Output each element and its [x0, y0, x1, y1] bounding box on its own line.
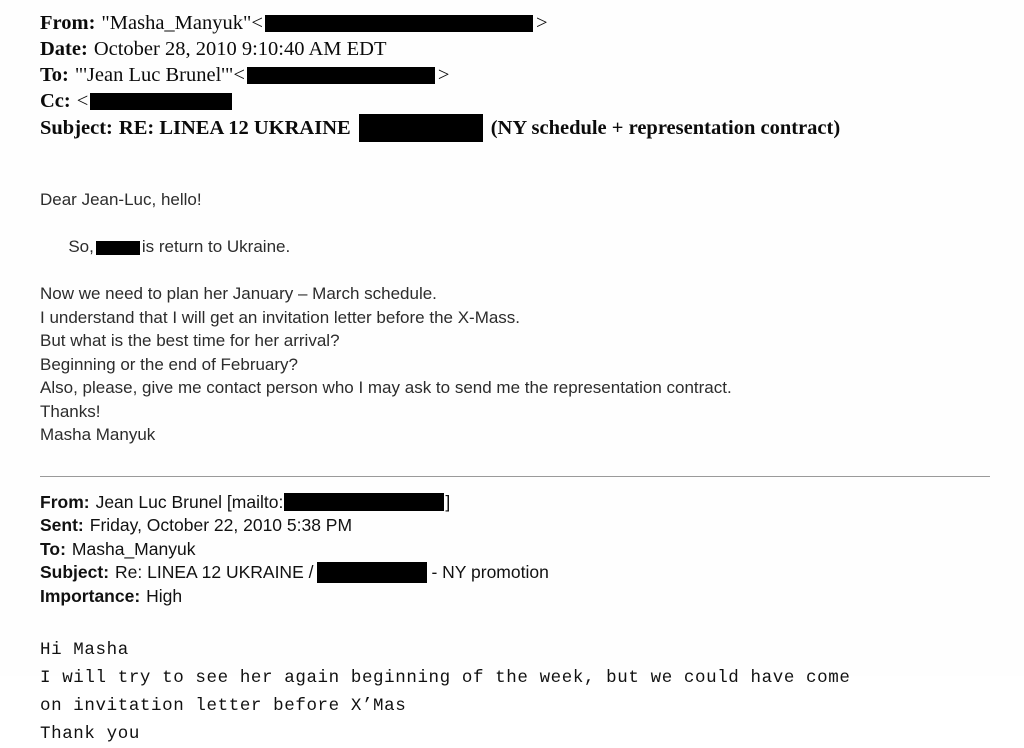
quoted-from-bracket-close: ]: [445, 491, 451, 512]
body-signature: Masha Manyuk: [40, 425, 156, 444]
angle-open-cc: <: [76, 90, 89, 112]
body-line2-suffix: is return to Ukraine.: [141, 237, 291, 256]
quoted-subject-part1: Re: LINEA 12 UKRAINE /: [115, 562, 314, 582]
quoted-email-header: [40, 491, 990, 609]
quoted-to-label: To:: [40, 538, 66, 559]
from-value: "Masha_Manyuk": [101, 12, 252, 34]
quoted-row-subject: [40, 561, 990, 585]
quoted-importance-label: Importance:: [40, 585, 141, 606]
quoted-row-sent: [40, 514, 990, 538]
quoted-body-line: Hi Masha: [40, 640, 129, 660]
header-row-cc: [40, 88, 990, 114]
body-line: I understand that I will get an invitation letter before the X-Mass.: [40, 307, 521, 327]
body-line: Thanks!: [40, 401, 101, 421]
quoted-row-importance: [40, 585, 990, 609]
header-row-date: [40, 36, 990, 62]
quoted-email-body: [40, 636, 990, 748]
angle-close-from: >: [535, 12, 548, 34]
subject-value-part1: RE: LINEA 12 UKRAINE: [118, 117, 351, 139]
subject-label: Subject:: [40, 117, 113, 139]
body-line: Dear Jean-Luc, hello!: [40, 190, 202, 209]
redaction-bar-cc-email: [90, 93, 232, 110]
redaction-bar-from-email: [265, 15, 533, 32]
quoted-body-line: on invitation letter before X’Mas: [40, 696, 407, 716]
header-row-to: [40, 62, 990, 88]
body-line: Beginning or the end of February?: [40, 354, 299, 374]
redaction-bar-quoted-subject: [317, 562, 427, 583]
body-line-redacted: [40, 212, 990, 283]
quoted-row-to: [40, 538, 990, 562]
quoted-body-line: I will try to see her again beginning of the week, but we could have come: [40, 668, 851, 688]
date-value: October 28, 2010 9:10:40 AM EDT: [93, 38, 387, 60]
angle-open-to: <: [233, 64, 245, 86]
quoted-subject-label: Subject:: [40, 562, 110, 582]
quoted-body-line: Thank you: [40, 724, 140, 744]
cc-label: Cc:: [40, 90, 71, 112]
date-label: Date:: [40, 38, 88, 60]
message-divider: [40, 476, 990, 477]
quoted-subject-part2: - NY promotion: [431, 562, 549, 582]
redaction-bar-quoted-mailto: [284, 493, 444, 511]
quoted-importance-value: High: [146, 585, 183, 606]
to-value: "'Jean Luc Brunel'": [74, 64, 234, 86]
to-label: To:: [40, 64, 69, 86]
email-body: [40, 188, 990, 447]
redaction-bar-subject: [359, 114, 483, 142]
body-line: Now we need to plan her January – March schedule.: [40, 284, 437, 303]
body-line: But what is the best time for her arrival?: [40, 331, 340, 350]
subject-value-part2: (NY schedule + representation contract): [490, 117, 841, 139]
redaction-bar-to-email: [247, 67, 435, 84]
email-header: [40, 10, 990, 142]
body-line: Also, please, give me contact person who I may ask to send me the representation contract.: [40, 378, 732, 397]
from-label: From:: [40, 12, 96, 34]
quoted-from-value: Jean Luc Brunel [mailto:: [95, 491, 284, 512]
angle-open-from: <: [251, 12, 263, 34]
quoted-to-value: Masha_Manyuk: [71, 538, 196, 559]
header-row-subject: [40, 114, 990, 142]
quoted-sent-label: Sent:: [40, 515, 84, 535]
body-line2-prefix: So,: [68, 237, 94, 256]
quoted-row-from: [40, 491, 990, 515]
redaction-bar-inline-name: [96, 241, 140, 255]
quoted-sent-value: Friday, October 22, 2010 5:38 PM: [89, 515, 353, 535]
quoted-from-label: From:: [40, 491, 90, 512]
header-row-from: [40, 10, 990, 36]
angle-close-to: >: [437, 64, 450, 86]
